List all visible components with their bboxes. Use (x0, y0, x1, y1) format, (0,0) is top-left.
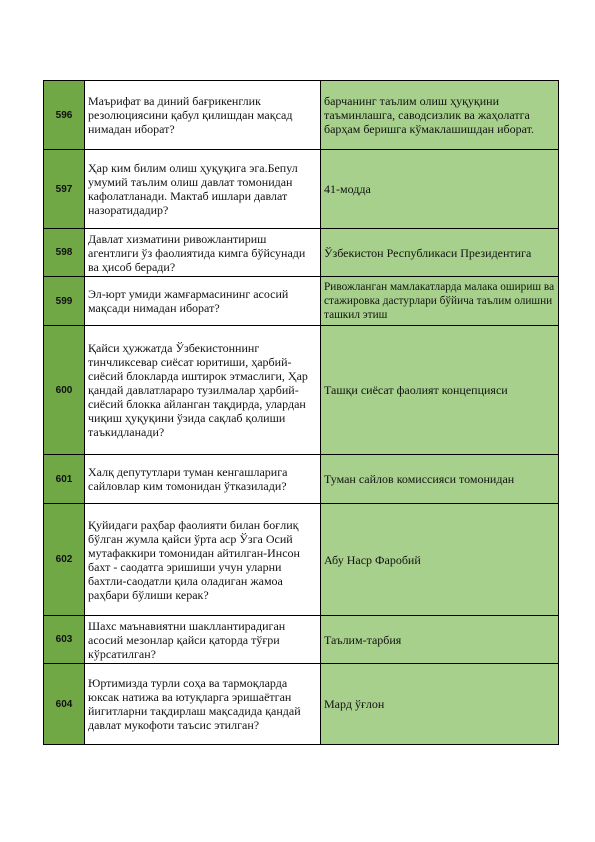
row-number: 602 (44, 504, 85, 616)
row-number: 600 (44, 326, 85, 455)
table-row (44, 150, 559, 229)
answer-cell: Ривожланган мамлакатларда малака ошириш ва стажировка дастурлари бўйича таълим олишни ташкил этиш (321, 277, 559, 326)
question-cell: Шахс маънавиятни шакллантирадиган асосий мезонлар қайси қаторда тўғри кўрсатилган? (85, 616, 321, 664)
question-cell: Эл-юрт умиди жамғармасининг асосий мақсади нимадан иборат? (85, 277, 321, 326)
question-cell: Қуйидаги раҳбар фаолияти билан боғлиқ бўлган жумла қайси ўрта аср Ўзга Осий мутафаккири томонидан айтилган-Инсон бахт - саодатга эришиши учун уларни бахтли-саодатли қила оладиган жамоа раҳбари бўлиши керак? (85, 504, 321, 616)
question-cell: Юртимизда турли соҳа ва тармоқларда юксак натижа ва ютуқларга эришаётган йигитларни тақдирлаш мақсадида қандай давлат мукофоти таъсис этилган? (85, 664, 321, 745)
question-cell: Давлат хизматини ривожлантириш агентлиги ўз фаолиятида кимга бўйсунади ва ҳисоб беради? (85, 229, 321, 277)
table-row (44, 504, 559, 616)
question-cell: Қайси ҳужжатда Ўзбекистоннинг тинчликсевар сиёсат юритиши, ҳарбий-сиёсий блокларда иштирок этмаслиги, Ҳар қандай давлатлараро тузилмалар ҳарбий-сиёсий блокка айланган тақдирда, улардан чиқиш ҳуқуқини ўзида сақлаб қолиши таъкидланади? (85, 326, 321, 455)
answer-cell: 41-модда (321, 150, 559, 229)
answer-cell: Абу Наср Фаробий (321, 504, 559, 616)
table-row (44, 229, 559, 277)
table-row (44, 81, 559, 150)
row-number: 598 (44, 229, 85, 277)
table-row (44, 455, 559, 504)
answer-cell: Ўзбекистон Республикаси Президентига (321, 229, 559, 277)
question-cell: Халқ депутутлари туман кенгашларига сайловлар ким томонидан ўтказилади? (85, 455, 321, 504)
table-row (44, 664, 559, 745)
answer-cell: Мард ўғлон (321, 664, 559, 745)
row-number: 601 (44, 455, 85, 504)
answer-cell: Туман сайлов комиссияси томонидан (321, 455, 559, 504)
table-row (44, 326, 559, 455)
row-number: 604 (44, 664, 85, 745)
row-number: 599 (44, 277, 85, 326)
row-number: 597 (44, 150, 85, 229)
answer-cell: барчанинг таълим олиш ҳуқуқини таъминлашга, саводсизлик ва жаҳолатга барҳам беришга кўмаклашишдан иборат. (321, 81, 559, 150)
answer-cell: Ташқи сиёсат фаолият концепцияси (321, 326, 559, 455)
question-cell: Маърифат ва диний бағрикенглик резолюциясини қабул қилишдан мақсад нимадан иборат? (85, 81, 321, 150)
table-row (44, 277, 559, 326)
table-row (44, 616, 559, 664)
answer-cell: Таълим-тарбия (321, 616, 559, 664)
row-number: 603 (44, 616, 85, 664)
row-number: 596 (44, 81, 85, 150)
question-cell: Ҳар ким билим олиш ҳуқуқига эга.Бепул умумий таълим олиш давлат томонидан кафолатланади. Мактаб ишлари давлат назоратидадир? (85, 150, 321, 229)
questions-table (43, 80, 559, 745)
